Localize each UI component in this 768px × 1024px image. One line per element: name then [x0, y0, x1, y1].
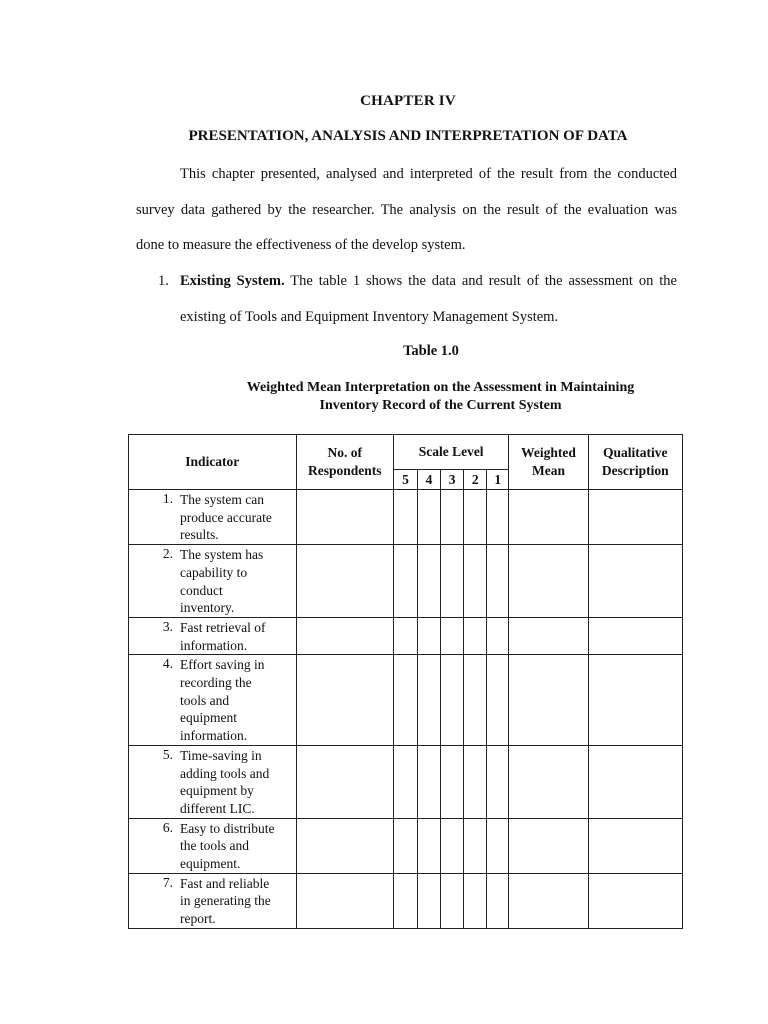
indicator-text — [180, 490, 296, 544]
indicator-text-line: Effort saving in — [180, 657, 265, 673]
respondents-cell — [296, 655, 393, 746]
assessment-table — [128, 434, 683, 929]
scale-5-cell — [393, 818, 417, 873]
scale-4-cell — [418, 655, 441, 746]
header-respondents-line-1: No. of — [327, 445, 363, 460]
indicator-number: 6. — [162, 819, 173, 835]
scale-2-cell — [464, 873, 487, 928]
respondents-cell — [296, 745, 393, 818]
qualitative-description-cell — [588, 655, 682, 746]
respondents-cell — [296, 873, 393, 928]
indicator-text-line: tools and — [180, 692, 230, 708]
indicator-cell — [129, 745, 297, 818]
scale-4-cell — [418, 545, 441, 618]
scale-5: 5 — [393, 470, 417, 490]
scale-4: 4 — [418, 470, 441, 490]
respondents-cell — [296, 617, 393, 654]
scale-5-cell — [393, 490, 417, 545]
indicator-text-line: Fast and reliable — [180, 875, 270, 891]
indicator-cell — [129, 545, 297, 618]
indicator-number: 2. — [162, 546, 173, 562]
scale-5-cell — [393, 655, 417, 746]
indicator-number: 5. — [162, 746, 173, 762]
weighted-mean-cell — [509, 873, 588, 928]
scale-2-cell — [464, 745, 487, 818]
indicator-text-line: capability to — [180, 564, 248, 580]
header-qualitative-line-1: Qualitative — [603, 445, 668, 460]
scale-3-cell — [441, 818, 464, 873]
scale-1: 1 — [487, 470, 509, 490]
indicator-text-line: The system has — [180, 547, 264, 563]
indicator-text-line: Time-saving in — [180, 747, 262, 763]
indicator-cell — [129, 655, 297, 746]
indicator-text — [180, 618, 296, 654]
weighted-mean-cell — [509, 617, 588, 654]
indicator-text — [180, 874, 296, 928]
header-qualitative-line-2: Description — [601, 463, 669, 478]
indicator-cell — [129, 818, 297, 873]
table-row — [129, 617, 683, 654]
scale-5-cell — [393, 617, 417, 654]
indicator-text-line: in generating the — [180, 893, 271, 909]
table-caption — [200, 379, 681, 415]
qualitative-description-cell — [588, 490, 682, 545]
qualitative-description-cell — [588, 745, 682, 818]
qualitative-description-cell — [588, 873, 682, 928]
scale-3: 3 — [441, 470, 464, 490]
scale-4-cell — [418, 490, 441, 545]
scale-1-cell — [487, 818, 509, 873]
table-label: Table 1.0 — [403, 343, 459, 359]
respondents-cell — [296, 490, 393, 545]
scale-1-cell — [487, 655, 509, 746]
indicator-text — [180, 545, 296, 617]
scale-3-cell — [441, 617, 464, 654]
list-item-line-2: existing of Tools and Equipment Inventory Management System. — [180, 309, 559, 325]
indicator-text-line: results. — [180, 527, 219, 543]
table-row — [129, 545, 683, 618]
indicator-text-line: information. — [180, 728, 248, 744]
indicator-text-line: equipment — [180, 710, 237, 726]
scale-1-cell — [487, 873, 509, 928]
intro-line-1: This chapter presented, analysed and interpreted of the result from the conducted — [180, 166, 677, 182]
table-row — [129, 490, 683, 545]
indicator-cell — [129, 873, 297, 928]
indicator-text-line: adding tools and — [180, 765, 270, 781]
indicator-text-line: information. — [180, 637, 248, 653]
list-item-heading: Existing System. — [180, 273, 285, 289]
scale-1-cell — [487, 545, 509, 618]
weighted-mean-cell — [509, 490, 588, 545]
indicator-text-line: the tools and — [180, 838, 249, 854]
table-caption-line-1: Weighted Mean Interpretation on the Assessment in Maintaining — [246, 380, 635, 395]
scale-2-cell — [464, 655, 487, 746]
scale-4-cell — [418, 617, 441, 654]
header-respondents — [296, 435, 393, 490]
indicator-text-line: produce accurate — [180, 509, 272, 525]
scale-2-cell — [464, 818, 487, 873]
scale-3-cell — [441, 545, 464, 618]
scale-3-cell — [441, 745, 464, 818]
weighted-mean-cell — [509, 655, 588, 746]
header-scale-level: Scale Level — [393, 435, 508, 470]
header-weighted-line-1: Weighted — [521, 445, 576, 460]
scale-2-cell — [464, 545, 487, 618]
indicator-number: 7. — [162, 874, 173, 890]
indicator-text-line: inventory. — [180, 600, 235, 616]
indicator-text-line: equipment by — [180, 783, 254, 799]
scale-4-cell — [418, 745, 441, 818]
scale-3-cell — [441, 873, 464, 928]
header-qualitative-description — [588, 435, 682, 490]
table-body — [129, 490, 683, 929]
scale-3-cell — [441, 490, 464, 545]
chapter-heading: CHAPTER IV — [360, 93, 456, 109]
scale-1-cell — [487, 745, 509, 818]
scale-3-cell — [441, 655, 464, 746]
scale-5-cell — [393, 745, 417, 818]
scale-5-cell — [393, 545, 417, 618]
indicator-text — [180, 655, 296, 745]
scale-2: 2 — [464, 470, 487, 490]
header-indicator: Indicator — [129, 435, 297, 490]
qualitative-description-cell — [588, 545, 682, 618]
respondents-cell — [296, 545, 393, 618]
intro-line-2: survey data gathered by the researcher. The analysis on the result of the evaluation was — [136, 202, 677, 218]
indicator-number: 3. — [162, 618, 173, 634]
weighted-mean-cell — [509, 745, 588, 818]
table-caption-line-2: Inventory Record of the Current System — [319, 398, 562, 413]
indicator-cell — [129, 617, 297, 654]
table-row — [129, 655, 683, 746]
scale-1-cell — [487, 490, 509, 545]
indicator-text-line: different LIC. — [180, 800, 255, 816]
scale-4-cell — [418, 873, 441, 928]
scale-4-cell — [418, 818, 441, 873]
indicator-text — [180, 819, 296, 873]
indicator-text-line: Fast retrieval of — [180, 619, 266, 635]
indicator-cell — [129, 490, 297, 545]
intro-line-3: done to measure the effectiveness of the develop system. — [136, 237, 466, 253]
list-item-number: 1. — [158, 273, 169, 289]
weighted-mean-cell — [509, 818, 588, 873]
header-respondents-line-2: Respondents — [308, 463, 382, 478]
indicator-text-line: report. — [180, 911, 216, 927]
qualitative-description-cell — [588, 617, 682, 654]
scale-2-cell — [464, 490, 487, 545]
indicator-text — [180, 746, 296, 818]
indicator-text-line: The system can — [180, 492, 264, 507]
qualitative-description-cell — [588, 818, 682, 873]
header-weighted-line-2: Mean — [531, 463, 565, 478]
table-row — [129, 873, 683, 928]
table-row — [129, 818, 683, 873]
header-weighted-mean — [509, 435, 588, 490]
scale-2-cell — [464, 617, 487, 654]
list-item-line-1 — [180, 273, 677, 290]
scale-1-cell — [487, 617, 509, 654]
chapter-title: PRESENTATION, ANALYSIS AND INTERPRETATION OF DATA — [188, 128, 628, 144]
weighted-mean-cell — [509, 545, 588, 618]
indicator-text-line: equipment. — [180, 856, 241, 872]
indicator-text-line: recording the — [180, 675, 252, 691]
indicator-text-line: Easy to distribute — [180, 820, 275, 836]
list-item-text: The table 1 shows the data and result of the assessment on the — [284, 273, 677, 289]
respondents-cell — [296, 818, 393, 873]
scale-5-cell — [393, 873, 417, 928]
indicator-number: 1. — [162, 491, 173, 506]
table-row — [129, 745, 683, 818]
indicator-number: 4. — [162, 656, 173, 672]
indicator-text-line: conduct — [180, 582, 223, 598]
